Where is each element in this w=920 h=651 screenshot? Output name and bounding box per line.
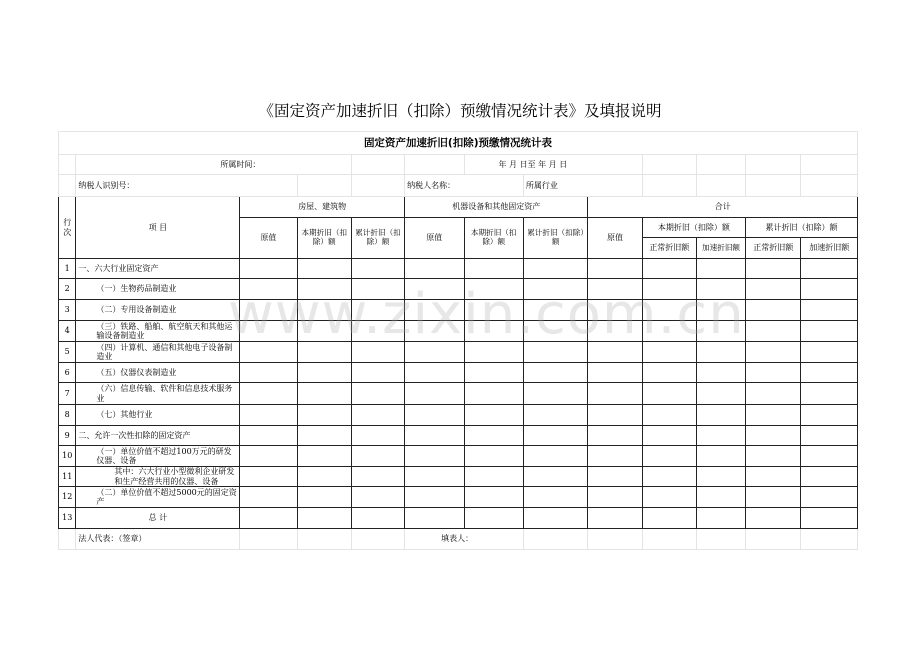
input-cell[interactable] [523, 405, 588, 426]
input-cell[interactable] [523, 279, 588, 300]
input-cell[interactable] [405, 487, 464, 508]
line-number: 5 [59, 342, 76, 363]
input-cell[interactable] [351, 383, 404, 405]
input-cell[interactable] [642, 487, 696, 508]
input-cell[interactable] [405, 279, 464, 300]
input-cell[interactable] [801, 300, 858, 321]
input-cell[interactable] [746, 426, 801, 446]
table-row [59, 446, 858, 467]
input-cell[interactable] [801, 446, 858, 467]
input-cell[interactable] [297, 487, 351, 508]
input-cell[interactable] [801, 342, 858, 363]
input-cell[interactable] [746, 383, 801, 405]
line-number: 10 [59, 446, 76, 467]
input-cell[interactable] [588, 321, 642, 342]
input-cell[interactable] [588, 467, 642, 487]
row-item-label: （二）单位价值不超过5000元的固定资产 [76, 487, 240, 508]
input-cell[interactable] [746, 363, 801, 383]
row-item-label: （七）其他行业 [76, 405, 240, 426]
input-cell[interactable] [297, 279, 351, 300]
line-number: 2 [59, 279, 76, 300]
input-cell[interactable] [351, 363, 404, 383]
input-cell[interactable] [405, 405, 464, 426]
input-cell[interactable] [405, 363, 464, 383]
input-cell[interactable] [696, 342, 745, 363]
input-cell[interactable] [523, 259, 588, 279]
input-cell[interactable] [746, 446, 801, 467]
input-cell[interactable] [523, 426, 588, 446]
line-number: 11 [59, 467, 76, 487]
input-cell[interactable] [588, 383, 642, 405]
input-cell[interactable] [588, 259, 642, 279]
original-value-header: 原值 [588, 218, 642, 259]
legal-rep-label: 法人代表：（签章） [76, 529, 240, 550]
table-row [59, 300, 858, 321]
input-cell[interactable] [523, 300, 588, 321]
input-cell[interactable] [405, 383, 464, 405]
table-row [59, 508, 858, 529]
row-item-label: （四）计算机、通信和其他电子设备制造业 [76, 342, 240, 363]
input-cell[interactable] [405, 259, 464, 279]
input-cell[interactable] [642, 508, 696, 529]
input-cell[interactable] [642, 383, 696, 405]
input-cell[interactable] [523, 321, 588, 342]
input-cell[interactable] [464, 259, 523, 279]
input-cell[interactable] [642, 279, 696, 300]
preparer-label: 填表人： [405, 529, 524, 550]
input-cell[interactable] [642, 363, 696, 383]
input-cell[interactable] [240, 259, 297, 279]
line-number: 3 [59, 300, 76, 321]
table-row [59, 487, 858, 508]
input-cell[interactable] [588, 426, 642, 446]
input-cell[interactable] [801, 383, 858, 405]
input-cell[interactable] [240, 467, 297, 487]
row-item-label: 总 计 [76, 508, 240, 529]
line-number: 9 [59, 426, 76, 446]
cumulative-dep-header: 累计折旧（扣除）额 [523, 218, 588, 259]
input-cell[interactable] [746, 405, 801, 426]
input-cell[interactable] [240, 300, 297, 321]
line-number: 6 [59, 363, 76, 383]
date-range: 年 月 日至 年 月 日 [464, 155, 642, 175]
line-number: 1 [59, 259, 76, 279]
input-cell[interactable] [588, 342, 642, 363]
industry-label: 所属行业 [523, 175, 642, 197]
input-cell[interactable] [464, 508, 523, 529]
input-cell[interactable] [405, 446, 464, 467]
row-item-label: （三）铁路、船舶、航空航天和其他运输设备制造业 [76, 321, 240, 342]
input-cell[interactable] [240, 383, 297, 405]
total-group-header: 合计 [588, 197, 858, 218]
watermark: www.zixin.com.cn [228, 282, 745, 347]
input-cell[interactable] [696, 405, 745, 426]
input-cell[interactable] [240, 446, 297, 467]
cumulative-dep-header: 累计折旧（扣除）额 [746, 218, 858, 238]
input-cell[interactable] [696, 279, 745, 300]
current-dep-header: 本期折旧（扣除）额 [464, 218, 523, 259]
input-cell[interactable] [351, 342, 404, 363]
taxpayer-id-label: 纳税人识别号： [76, 175, 297, 197]
input-cell[interactable] [240, 508, 297, 529]
input-cell[interactable] [801, 363, 858, 383]
input-cell[interactable] [588, 279, 642, 300]
table-row [59, 259, 858, 279]
line-number: 4 [59, 321, 76, 342]
input-cell[interactable] [297, 426, 351, 446]
input-cell[interactable] [464, 405, 523, 426]
input-cell[interactable] [351, 426, 404, 446]
input-cell[interactable] [297, 508, 351, 529]
normal-dep-header: 正常折旧额 [642, 238, 696, 259]
input-cell[interactable] [464, 321, 523, 342]
input-cell[interactable] [696, 363, 745, 383]
input-cell[interactable] [642, 405, 696, 426]
input-cell[interactable] [240, 405, 297, 426]
input-cell[interactable] [464, 279, 523, 300]
table-row [59, 467, 858, 487]
accelerated-dep-header: 加速折旧额 [801, 238, 858, 259]
input-cell[interactable] [696, 259, 745, 279]
row-item-label: 一、六大行业固定资产 [76, 259, 240, 279]
table-row [59, 342, 858, 363]
building-group-header: 房屋、建筑物 [240, 197, 405, 218]
accelerated-dep-header: 加速折旧额 [696, 238, 745, 259]
input-cell[interactable] [405, 300, 464, 321]
table-row [59, 363, 858, 383]
input-cell[interactable] [297, 259, 351, 279]
cumulative-dep-header: 累计折旧（扣除）额 [351, 218, 404, 259]
input-cell[interactable] [464, 363, 523, 383]
table-row [59, 321, 858, 342]
table-row [59, 426, 858, 446]
current-dep-header: 本期折旧（扣除）额 [642, 218, 745, 238]
input-cell[interactable] [801, 467, 858, 487]
input-cell[interactable] [464, 426, 523, 446]
input-cell[interactable] [642, 300, 696, 321]
input-cell[interactable] [351, 259, 404, 279]
input-cell[interactable] [696, 487, 745, 508]
input-cell[interactable] [696, 300, 745, 321]
sheet-title: 固定资产加速折旧(扣除)预缴情况统计表 [59, 132, 858, 155]
input-cell[interactable] [801, 508, 858, 529]
input-cell[interactable] [297, 300, 351, 321]
item-header: 项 目 [76, 197, 240, 259]
input-cell[interactable] [523, 342, 588, 363]
input-cell[interactable] [297, 467, 351, 487]
table-row [59, 383, 858, 405]
input-cell[interactable] [746, 259, 801, 279]
line-number: 8 [59, 405, 76, 426]
input-cell[interactable] [297, 446, 351, 467]
row-item-label: （五）仪器仪表制造业 [76, 363, 240, 383]
input-cell[interactable] [588, 446, 642, 467]
input-cell[interactable] [642, 446, 696, 467]
input-cell[interactable] [405, 321, 464, 342]
input-cell[interactable] [588, 363, 642, 383]
document-title: 《固定资产加速折旧（扣除）预缴情况统计表》及填报说明 [258, 102, 662, 120]
input-cell[interactable] [464, 467, 523, 487]
input-cell[interactable] [746, 321, 801, 342]
input-cell[interactable] [351, 508, 404, 529]
row-item-label: （一）单位价值不超过100万元的研发仪器、设备 [76, 446, 240, 467]
input-cell[interactable] [351, 405, 404, 426]
input-cell[interactable] [297, 383, 351, 405]
statistics-table [58, 131, 858, 550]
line-number-header: 行次 [59, 197, 76, 259]
period-label: 所属时间： [76, 155, 351, 175]
input-cell[interactable] [696, 508, 745, 529]
input-cell[interactable] [746, 487, 801, 508]
input-cell[interactable] [801, 279, 858, 300]
input-cell[interactable] [240, 363, 297, 383]
input-cell[interactable] [642, 342, 696, 363]
input-cell[interactable] [240, 487, 297, 508]
input-cell[interactable] [464, 383, 523, 405]
machinery-group-header: 机器设备和其他固定资产 [405, 197, 588, 218]
line-number: 13 [59, 508, 76, 529]
input-cell[interactable] [642, 467, 696, 487]
input-cell[interactable] [240, 321, 297, 342]
input-cell[interactable] [523, 508, 588, 529]
table-row [59, 405, 858, 426]
input-cell[interactable] [588, 487, 642, 508]
row-item-label: （一）生物药品制造业 [76, 279, 240, 300]
input-cell[interactable] [588, 300, 642, 321]
row-item-label: （六）信息传输、软件和信息技术服务业 [76, 383, 240, 405]
input-cell[interactable] [523, 363, 588, 383]
input-cell[interactable] [405, 508, 464, 529]
input-cell[interactable] [297, 363, 351, 383]
input-cell[interactable] [746, 508, 801, 529]
input-cell[interactable] [801, 487, 858, 508]
input-cell[interactable] [588, 508, 642, 529]
input-cell[interactable] [240, 279, 297, 300]
input-cell[interactable] [351, 279, 404, 300]
input-cell[interactable] [240, 426, 297, 446]
input-cell[interactable] [351, 446, 404, 467]
line-number: 12 [59, 487, 76, 508]
input-cell[interactable] [801, 426, 858, 446]
original-value-header: 原值 [240, 218, 297, 259]
row-item-label: 其中：六大行业小型微利企业研发和生产经营共用的仪器、设备 [76, 467, 240, 487]
input-cell[interactable] [351, 487, 404, 508]
input-cell[interactable] [523, 383, 588, 405]
input-cell[interactable] [464, 446, 523, 467]
input-cell[interactable] [523, 467, 588, 487]
current-dep-header: 本期折旧（扣除）额 [297, 218, 351, 259]
input-cell[interactable] [801, 321, 858, 342]
input-cell[interactable] [746, 342, 801, 363]
input-cell[interactable] [405, 467, 464, 487]
input-cell[interactable] [297, 342, 351, 363]
input-cell[interactable] [464, 487, 523, 508]
input-cell[interactable] [696, 467, 745, 487]
input-cell[interactable] [696, 321, 745, 342]
input-cell[interactable] [696, 446, 745, 467]
input-cell[interactable] [642, 426, 696, 446]
input-cell[interactable] [746, 467, 801, 487]
original-value-header: 原值 [405, 218, 464, 259]
input-cell[interactable] [588, 405, 642, 426]
line-number: 7 [59, 383, 76, 405]
input-cell[interactable] [746, 279, 801, 300]
input-cell[interactable] [696, 383, 745, 405]
input-cell[interactable] [746, 300, 801, 321]
input-cell[interactable] [464, 300, 523, 321]
input-cell[interactable] [297, 321, 351, 342]
input-cell[interactable] [297, 405, 351, 426]
taxpayer-name-label: 纳税人名称： [405, 175, 524, 197]
input-cell[interactable] [351, 321, 404, 342]
input-cell[interactable] [801, 405, 858, 426]
input-cell[interactable] [351, 300, 404, 321]
input-cell[interactable] [351, 467, 404, 487]
input-cell[interactable] [523, 446, 588, 467]
input-cell[interactable] [240, 342, 297, 363]
normal-dep-header: 正常折旧额 [746, 238, 801, 259]
row-item-label: 二、允许一次性扣除的固定资产 [76, 426, 240, 446]
input-cell[interactable] [405, 342, 464, 363]
input-cell[interactable] [696, 426, 745, 446]
table-row [59, 279, 858, 300]
input-cell[interactable] [642, 259, 696, 279]
input-cell[interactable] [523, 487, 588, 508]
input-cell[interactable] [801, 259, 858, 279]
input-cell[interactable] [464, 342, 523, 363]
row-item-label: （二）专用设备制造业 [76, 300, 240, 321]
input-cell[interactable] [642, 321, 696, 342]
input-cell[interactable] [405, 426, 464, 446]
